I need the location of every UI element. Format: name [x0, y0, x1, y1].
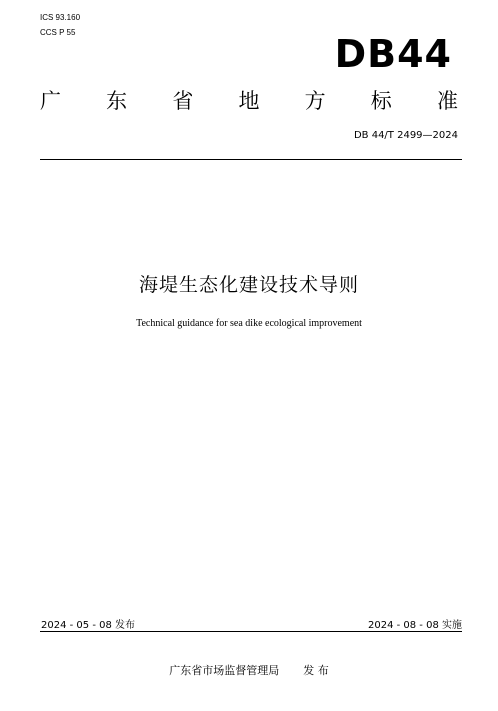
standard-type-char: 地 [238, 89, 260, 113]
issuer-name: 广东省市场监督管理局 [169, 664, 280, 677]
document-title-chinese: 海堤生态化建设技术导则 [138, 274, 359, 296]
standard-number: DB 44/T 2499—2024 [353, 130, 458, 141]
footer-divider [40, 631, 462, 632]
standard-type-char: 省 [172, 89, 194, 113]
classification-codes [40, 10, 80, 40]
standard-type-char: 东 [106, 89, 128, 113]
db44-logo: DB44 [334, 32, 452, 76]
ccs-code: CCS P 55 [40, 28, 76, 37]
document-title-english: Technical guidance for sea dike ecological improvement [136, 318, 362, 329]
issuer-line [0, 662, 498, 678]
standard-type-heading [40, 86, 458, 116]
issuer-action: 发 布 [303, 664, 329, 677]
header-divider [40, 159, 462, 160]
standard-type-char: 广 [40, 89, 61, 113]
standard-type-char: 标 [370, 89, 392, 113]
standard-type-char: 准 [436, 89, 458, 113]
standard-type-char: 方 [304, 89, 326, 113]
implement-date: 2024 - 08 - 08 实施 [367, 620, 462, 631]
publish-date: 2024 - 05 - 08 发布 [41, 620, 136, 631]
ics-code: ICS 93.160 [40, 13, 81, 22]
